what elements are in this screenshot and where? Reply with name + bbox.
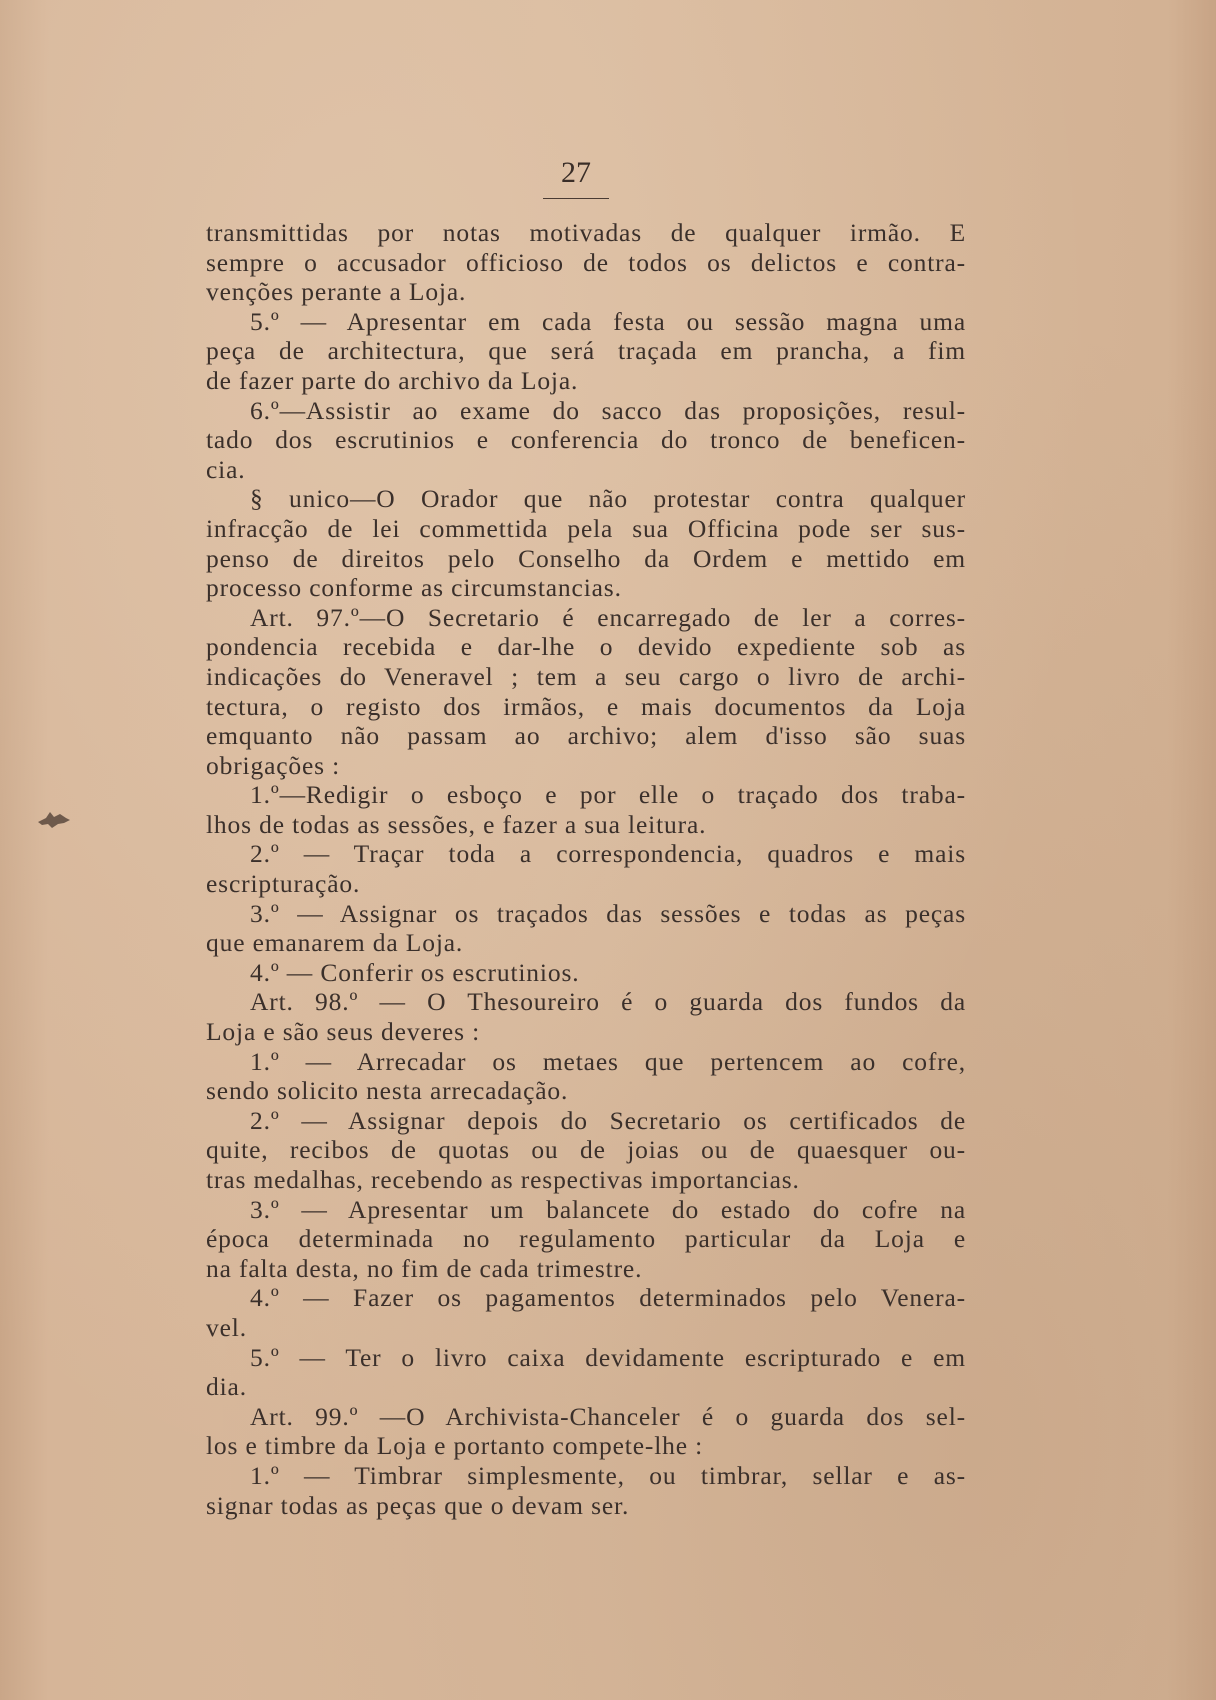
- text-line: 5.º — Apresentar em cada festa ou sessão magna uma: [250, 306, 966, 336]
- text-line: escripturação.: [206, 869, 361, 899]
- text-line: 3.º — Apresentar um balancete do estado do cofre na: [250, 1194, 966, 1224]
- text-line: emquanto não passam ao archivo; alem d'isso são suas: [206, 721, 966, 751]
- text-line: tectura, o registo dos irmãos, e mais documentos da Loja: [206, 691, 966, 721]
- text-line: 1.º — Arrecadar os metaes que pertencem ao cofre,: [250, 1046, 966, 1076]
- text-line: 2.º — Assignar depois do Secretario os certificados de: [250, 1105, 966, 1135]
- text-line: Loja e são seus deveres :: [206, 1017, 481, 1047]
- text-line: pondencia recebida e dar-lhe o devido expediente sob as: [206, 632, 966, 662]
- text-line: 1.º — Timbrar simplesmente, ou timbrar, sellar e as-: [250, 1460, 966, 1490]
- text-line: 5.º — Ter o livro caixa devidamente escripturado e em: [250, 1342, 966, 1372]
- text-line: indicações do Veneravel ; tem a seu cargo o livro de archi-: [206, 661, 966, 691]
- text-line: penso de direitos pelo Conselho da Ordem e mettido em: [206, 543, 966, 573]
- text-line: tras medalhas, recebendo as respectivas importancias.: [206, 1165, 800, 1194]
- text-line: 3.º — Assignar os traçados das sessões e todas as peças: [250, 898, 966, 928]
- ink-blot: [36, 808, 72, 832]
- text-line: sempre o accusador officioso de todos os delictos e contra-: [206, 247, 966, 277]
- text-line: § unico—O Orador que não protestar contra qualquer: [250, 484, 966, 514]
- page-number-rule: [543, 198, 609, 199]
- text-line: peça de architectura, que será traçada em prancha, a fim: [206, 336, 966, 366]
- text-line: Art. 98.º — O Thesoureiro é o guarda dos fundos da: [250, 987, 966, 1017]
- text-line: venções perante a Loja.: [206, 277, 467, 307]
- text-line: infracção de lei commettida pela sua Officina pode ser sus-: [206, 513, 966, 543]
- text-line: 4.º — Conferir os escrutinios.: [250, 957, 580, 987]
- text-line: vel.: [206, 1312, 247, 1342]
- text-line: tado dos escrutinios e conferencia do tronco de beneficen-: [206, 425, 966, 455]
- text-line: dia.: [206, 1372, 247, 1402]
- page-number: 27: [561, 156, 591, 189]
- text-line: signar todas as peças que o devam ser.: [206, 1490, 630, 1520]
- text-line: Art. 99.º —O Archivista-Chanceler é o guarda dos sel-: [250, 1401, 966, 1431]
- text-line: na falta desta, no fim de cada trimestre.: [206, 1253, 643, 1283]
- text-line: 2.º — Traçar toda a correspondencia, quadros e mais: [250, 839, 966, 869]
- text-line: 1.º—Redigir o esboço e por elle o traçado dos traba-: [250, 780, 966, 810]
- body-text: [206, 218, 966, 1520]
- text-line: processo conforme as circumstancias.: [206, 573, 622, 603]
- text-line: época determinada no regulamento particular da Loja e: [206, 1224, 966, 1254]
- text-line: sendo solicito nesta arrecadação.: [206, 1076, 569, 1106]
- text-line: 6.º—Assistir ao exame do sacco das proposições, resul-: [250, 395, 966, 425]
- text-line: obrigações :: [206, 750, 341, 780]
- text-line: los e timbre da Loja e portanto compete-lhe :: [206, 1431, 704, 1461]
- text-line: 4.º — Fazer os pagamentos determinados pelo Venera-: [250, 1283, 966, 1313]
- text-line: que emanarem da Loja.: [206, 928, 464, 958]
- text-line: cia.: [206, 454, 246, 484]
- text-line: lhos de todas as sessões, e fazer a sua leitura.: [206, 809, 707, 839]
- text-line: Art. 97.º—O Secretario é encarregado de ler a corres-: [250, 602, 966, 632]
- text-line: de fazer parte do archivo da Loja.: [206, 365, 579, 395]
- text-line: transmittidas por notas motivadas de qualquer irmão. E: [206, 218, 966, 247]
- text-line: quite, recibos de quotas ou de joias ou de quaesquer ou-: [206, 1135, 966, 1165]
